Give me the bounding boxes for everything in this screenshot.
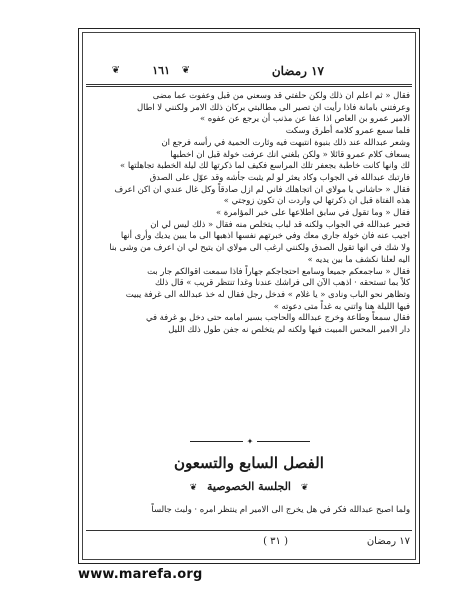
session-ornament-right-icon: ❦ bbox=[300, 483, 309, 493]
body-line: فقال « ساجمعكم جميعا وسامع احتجاجكم جهاراً فاذا سمعت اقوالكم جار بت bbox=[147, 265, 410, 276]
body-line: كلاً بما تستحقه · اذهب الآن الى فراشك عندنا وغدا تنتظر قريب » قال ذلك bbox=[154, 277, 410, 288]
session-heading bbox=[88, 480, 410, 493]
body-line: الامير عمرو بن العاص اذا عفا عن مذنب أن يرجع عن عفوه » bbox=[200, 113, 410, 124]
header-page-number: ١٦١ bbox=[152, 64, 170, 77]
body-line: فارتبك عبدالله في الجواب وكاد يعثر لو لم يثبت جأشه وقد عوّل على الصدق bbox=[149, 171, 410, 182]
section-divider bbox=[190, 437, 310, 445]
body-line: اليه لعلنا نكشف ما بين يديه » bbox=[307, 253, 410, 264]
footer-rule bbox=[86, 530, 412, 531]
body-line: فقال سمعاً وطاعة وخرج عبدالله والحاجب بسير امامه حتى دخل بو غرفة في bbox=[146, 312, 410, 323]
body-line: دار الامير المحس المبيت فيها ولكنه لم يتخلص نه جفن طول ذلك الليل bbox=[168, 324, 410, 335]
body-line: فقال « حاشاني يا مولاي ان اتجاهلك فاني لم ازل صادقاً وكل غال عندي ان اكن اعرف bbox=[114, 183, 410, 194]
page-footer bbox=[82, 534, 416, 550]
footer-page-number: ( ٣١ ) bbox=[263, 536, 288, 547]
header-month: ١٧ رمضان bbox=[271, 64, 324, 78]
header-rule bbox=[86, 84, 412, 85]
site-watermark: www.marefa.org bbox=[78, 567, 203, 582]
body-line: لك وانها كانت خاطبة بجعفر تلك المراسع فكيف لما ذكرتها لك ليلة الخطبة تجاهلتها » bbox=[120, 160, 410, 171]
body-line: يسعاف كلام عمرو قائلا « ولكن بلغني انك عرفت خولة قبل ان اخطبها bbox=[170, 148, 410, 159]
body-line: اجيب عنه فان خولة جاري معك وفي خبرتهم نفسها اذهبها الى ما يبين يديك وأرى أنها bbox=[120, 230, 410, 241]
body-line: وتظاهر نحو الباب ونادى « يا غلام » فدخل رجل فقال له خذ عبدالله الى غرفة يبيت bbox=[125, 288, 410, 299]
chapter-title: الفصل السابع والتسعون bbox=[174, 454, 324, 472]
body-line: ولا شك في انها تقول الصدق ولكنني ارغب الى مولاي ان يتيح لي ان اعرف من وشى بنا bbox=[109, 242, 410, 253]
divider-ornament-icon: ✦ bbox=[243, 437, 258, 446]
session-title: الجلسة الخصوصية bbox=[207, 480, 291, 493]
body-line: فقال « ثم اعلم ان ذلك ولكن حلفتي قد وسعني من قبل وعفوت عما مضى bbox=[152, 90, 410, 100]
session-ornament-left-icon: ❦ bbox=[189, 483, 198, 493]
body-line-last: ولما اصبح عبدالله فكر في هل يخرج الى الامير ام ينتظر امره · ولبث جالساً bbox=[151, 504, 410, 514]
body-line: هذه الفتاة قبل ان ذكرتها لي واردت ان تكون زوجتي » bbox=[223, 195, 410, 206]
body-text bbox=[88, 90, 410, 336]
body-line: فلما سمع عمرو كلامه أطرق وسكت bbox=[285, 125, 410, 136]
header-ornament-right-icon: ❦ bbox=[181, 65, 190, 76]
body-line: وشعر عبدالله عند ذلك بنبوة انتبهت فيه وثارت الحمية في رأسه فرجع ان bbox=[161, 136, 410, 147]
footer-month: ١٧ رمضان bbox=[366, 536, 410, 547]
body-line: فيها الليلة هنا واتني به غداً متى دعوته » bbox=[273, 300, 410, 311]
header-rule-double bbox=[86, 86, 412, 87]
body-line: فقال « وما تقول في سابق اطلاعها على خبر المؤامرة » bbox=[215, 207, 410, 218]
header-ornament-left-icon: ❦ bbox=[111, 65, 120, 76]
page-header bbox=[82, 60, 416, 84]
body-line: وعرفتني بامانة فاذا رأيت ان تصير الى مطالبتي بركان ذلك الامر ولكنني لا اطال bbox=[136, 101, 410, 112]
body-line: فحير عبدالله في الجواب ولكنه قد لباب يتخلص منه فقال « ذلك ليس لي ان bbox=[150, 218, 410, 229]
